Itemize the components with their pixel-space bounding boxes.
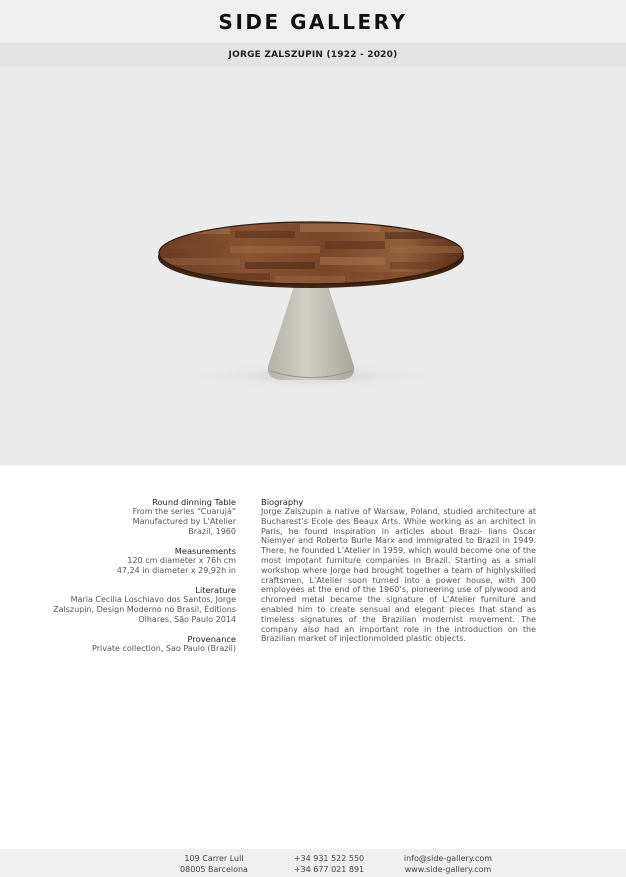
artist-name: JORGE ZALSZUPIN (1922 - 2020) <box>228 49 398 60</box>
gallery-logo: SIDE GALLERY <box>218 9 408 34</box>
origin-line: Brazil, 1960 <box>188 527 236 536</box>
measurements-heading: Measurements <box>174 546 236 556</box>
phone-link[interactable]: +34 677 021 891 <box>293 865 365 874</box>
manufacturer-line: Manufactured by L’Atelier <box>132 517 236 526</box>
measurement-metric: 120 cm diameter x 76h cm <box>127 556 236 565</box>
artist-banner <box>0 43 626 66</box>
email-link[interactable]: info@side-gallery.com <box>403 854 493 863</box>
website-link[interactable]: www.side-gallery.com <box>404 865 492 874</box>
measurement-imperial: 47,24 in diameter x 29,92h in <box>116 566 236 575</box>
literature-line: Zalszupin, Design Moderno no Brasil, Éditions <box>53 605 236 614</box>
series-line: From the series “Cuarujá” <box>132 507 236 516</box>
literature-line: Olhares, São Paulo 2014 <box>138 615 236 624</box>
biography-section <box>261 497 536 644</box>
literature-heading: Literature <box>195 585 236 595</box>
page-footer <box>0 849 626 877</box>
provenance-block <box>40 634 236 654</box>
page-header <box>0 0 626 43</box>
biography-heading: Biography <box>261 497 304 507</box>
biography-text: Jorge Zalszupin a native of Warsaw, Poland, studied architecture at Bucharest’s Ecole des Beaux Arts. While working as an architect in Paris, he found inspiration in articles about Brazi- lians Oscar Niemyer and Roberto Burle Marx and immigrated to Brazil in 1949. There, he founded L’Atelier in 1959, which would become one of the most impotant furniture companies in Brazil. Starting as a small workshop where Jorge had brought together a team of highlyskilled craftsmen, L’Atelier soon turned into a power house, with 300 employees at the end of the 1960’s, pioneering use of plywood and chromed metal became the signature of L’Atelier furniture and enabled him to create sensual and elegant pieces that stand as timeless signatures of the Brazilian modernist movement. The company also had an important role in the introduction on the Brazilian market of injectionmolded plastic objects. <box>261 507 536 644</box>
contact-links <box>397 853 499 875</box>
address-street: 109 Carrer Lull <box>184 854 244 863</box>
title-block <box>40 497 236 537</box>
measurements-block <box>40 546 236 576</box>
round-table-image <box>0 66 626 465</box>
address <box>170 853 258 875</box>
literature-line: Maria Cecilia Loschiavo dos Santos, Jorge <box>70 595 236 604</box>
provenance-heading: Provenance <box>187 634 236 644</box>
address-city: 08005 Barcelona <box>180 865 248 874</box>
product-title: Round dinning Table <box>152 497 236 507</box>
product-photo <box>0 66 626 465</box>
provenance-text: Private collection, Sao Paulo (Brazil) <box>92 644 236 653</box>
phones <box>284 853 374 875</box>
literature-block <box>40 585 236 625</box>
phone-link[interactable]: +34 931 522 550 <box>293 854 365 863</box>
product-details <box>40 497 236 663</box>
